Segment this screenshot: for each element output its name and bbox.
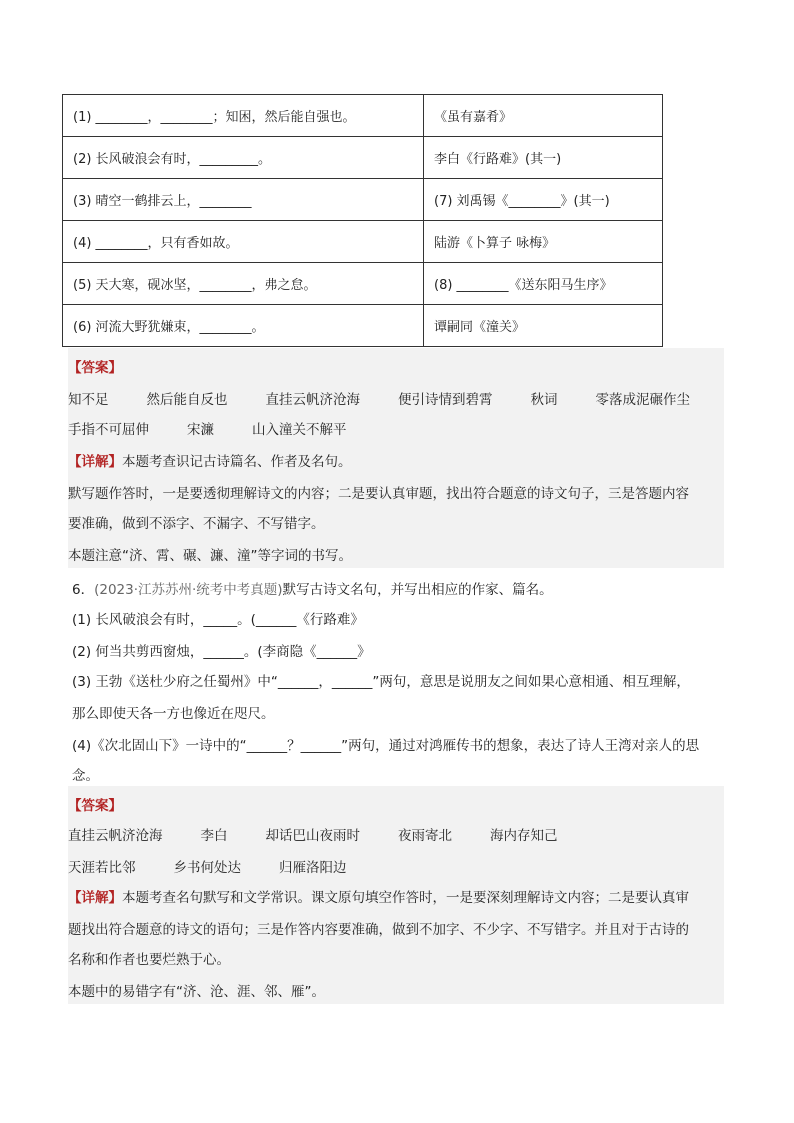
answer-list (68, 388, 728, 408)
answer-item: 然后能自反也 (146, 392, 228, 408)
answer-item: 李白 (200, 828, 228, 844)
table-row (63, 137, 663, 179)
table-cell: (1) ________，________；知困，然后能自强也。 (63, 95, 424, 137)
answer-label: 【答案】 (68, 798, 122, 814)
question-line: 念。 (72, 768, 99, 784)
detail-text: 本题考查识记古诗篇名、作者及名句。 (122, 454, 352, 470)
answer-item: 秋词 (530, 392, 558, 408)
answer-block-1 (68, 348, 724, 568)
answer-list (68, 856, 385, 876)
answer-item: 山入潼关不解平 (252, 422, 347, 438)
table-cell: (6) 河流大野犹嫌束，________。 (63, 305, 424, 347)
answer-item: 天涯若比邻 (68, 860, 136, 876)
question-line: (2) 何当共剪西窗烛，______。(李商隐《______》 (72, 644, 371, 660)
answer-item: 宋濂 (187, 422, 214, 438)
answer-item: 海内存知己 (490, 828, 558, 844)
table-cell: 陆游《卜算子 咏梅》 (424, 221, 663, 263)
table-row (63, 95, 663, 137)
detail-line (68, 450, 352, 470)
table-cell: 李白《行路难》(其一) (424, 137, 663, 179)
detail-paragraph: 要准确，做到不添字、不漏字、不写错字。 (68, 516, 325, 532)
detail-paragraph: 默写题作答时，一是要透彻理解诗文的内容；二是要认真审题，找出符合题意的诗文句子，三是答题内容 (68, 486, 689, 502)
answer-item: 直挂云帆济沧海 (265, 392, 360, 408)
table-row (63, 221, 663, 263)
detail-paragraph: 题找出符合题意的诗文的语句；三是作答内容要准确，做到不加字、不少字、不写错字。并且对于古诗的 (68, 922, 689, 938)
question-heading (72, 578, 553, 598)
table-cell: (8) ________《送东阳马生序》 (424, 263, 663, 305)
answer-item: 零落成泥碾作尘 (595, 392, 690, 408)
question-number: 6． (72, 582, 95, 598)
detail-paragraph: 名称和作者也要烂熟于心。 (68, 952, 230, 968)
answer-list (68, 418, 385, 438)
question-line: (3) 王勃《送杜少府之任蜀州》中“______，______”两句，意思是说朋友之间如果心意相通、相互理解， (72, 674, 690, 690)
table-cell: (5) 天大寒，砚冰坚，________，弗之怠。 (63, 263, 424, 305)
answer-item: 手指不可屈伸 (68, 422, 149, 438)
table-cell: 《虽有嘉肴》 (424, 95, 663, 137)
detail-line (68, 886, 689, 906)
detail-note: 本题中的易错字有“济、沧、涯、邻、雁”。 (68, 984, 325, 1000)
question-line: 那么即使天各一方也像近在咫尺。 (72, 706, 275, 722)
answer-item: 直挂云帆济沧海 (68, 828, 163, 844)
answer-block-2 (68, 786, 724, 1004)
question-line: (1) 长风破浪会有时，_____。(______《行路难》 (72, 612, 364, 628)
table-cell: (7) 刘禹锡《________》(其一) (424, 179, 663, 221)
question-table (62, 94, 663, 347)
table-cell: (4) ________，只有香如故。 (63, 221, 424, 263)
question-line: (4)《次北固山下》一诗中的“______？______”两句，通过对鸿雁传书的想象，表达了诗人王湾对亲人的思 (72, 738, 700, 754)
answer-item: 归雁洛阳边 (279, 860, 347, 876)
detail-text: 本题考查名句默写和文学常识。课文原句填空作答时，一是要深刻理解诗文内容；二是要认真审 (122, 890, 689, 906)
question-prompt: 默写古诗文名句，并写出相应的作家、篇名。 (282, 582, 553, 598)
answer-list (68, 824, 596, 844)
question-source: (2023·江苏苏州·统考中考真题) (94, 582, 283, 598)
answer-item: 夜雨寄北 (398, 828, 452, 844)
table-cell: 谭嗣同《潼关》 (424, 305, 663, 347)
answer-item: 知不足 (68, 392, 109, 408)
table-row (63, 305, 663, 347)
answer-item: 乡书何处达 (173, 860, 241, 876)
detail-label: 【详解】 (68, 890, 122, 906)
answer-item: 便引诗情到碧霄 (398, 392, 493, 408)
answer-item: 却话巴山夜雨时 (265, 828, 360, 844)
detail-label: 【详解】 (68, 454, 122, 470)
table-row (63, 263, 663, 305)
detail-note: 本题注意“济、霄、碾、濂、潼”等字词的书写。 (68, 548, 352, 564)
table-cell: (2) 长风破浪会有时，_________。 (63, 137, 424, 179)
answer-label: 【答案】 (68, 360, 122, 376)
table-cell: (3) 晴空一鹤排云上，________ (63, 179, 424, 221)
table-row (63, 179, 663, 221)
